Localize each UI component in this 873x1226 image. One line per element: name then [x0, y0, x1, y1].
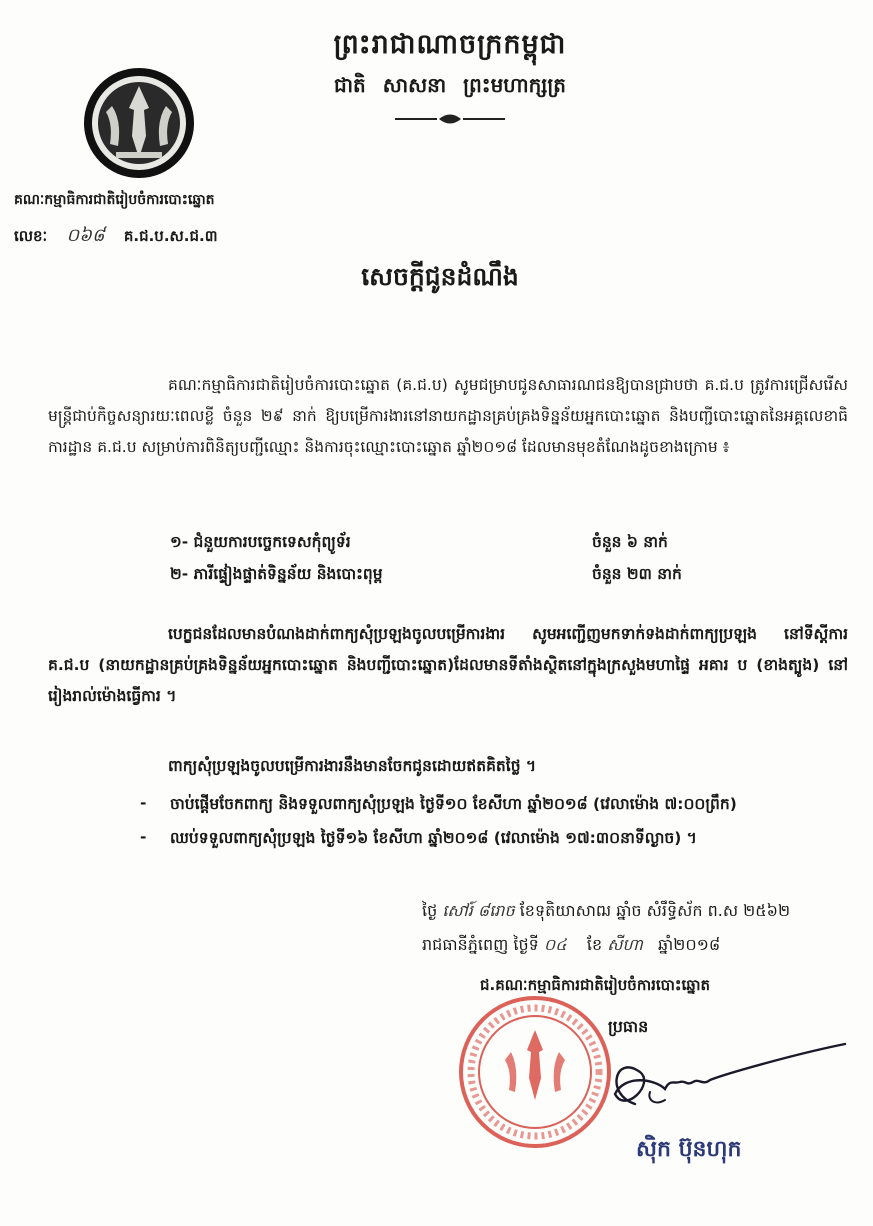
position-name: ១- ជំនួយការបច្ចេកទេសកុំព្យូទ័រ	[170, 533, 351, 551]
reference-label: លេខៈ	[14, 227, 48, 245]
official-seal-stamp	[455, 992, 615, 1152]
deadline-text: ចាប់ផ្តើមចែកពាក្យ និងទទួលពាក្យសុំប្រឡង ថ្ងៃទី១០ ខែសីហា ឆ្នាំ២០១៨ (វេលាម៉ោង ៧:០០ព្រឹក)	[170, 795, 737, 813]
solar-date: រាជធានីភ្នំពេញ ថ្ងៃទី ០៤ ខែ សីហា ឆ្នាំ២០១៨	[422, 935, 721, 954]
intro-paragraph: គណៈកម្មាធិការជាតិរៀបចំការបោះឆ្នោត (គ.ជ.ប) សូមជម្រាបជូនសាធារណជនឱ្យបានជ្រាបថា គ.ជ.ប ត្រូវការជ្រើសរើសមន្ត្រីជាប់កិច្ចសន្យារយៈពេលខ្លី ចំនួន ២៩ នាក់ ឱ្យបម្រើការងារនៅនាយកដ្ឋានគ្រប់គ្រងទិន្នន័យអ្នកបោះឆ្នោត និងបញ្ជីបោះឆ្នោតនៃអគ្គលេខាធិការដ្ឋាន គ.ជ.ប សម្រាប់ការពិនិត្យបញ្ជីឈ្មោះ និងការចុះឈ្មោះបោះឆ្នោត ឆ្នាំ២០១៨ ដែលមានមុខតំណែងដូចខាងក្រោម ៖	[48, 376, 848, 456]
list-item	[170, 532, 770, 564]
list-item	[140, 794, 860, 828]
signatory-organization: ជ.គណៈកម្មាធិការជាតិរៀបចំការបោះឆ្នោត	[480, 976, 711, 994]
reference-line	[14, 223, 334, 250]
bullet-dash: -	[140, 828, 147, 846]
bullet-dash: -	[140, 794, 147, 812]
issuing-organization: គណៈកម្មាធិការជាតិរៀបចំការបោះឆ្នោត	[14, 192, 215, 208]
handwritten-signature	[595, 1034, 855, 1124]
deadline-text: ឈប់ទទួលពាក្យសុំប្រឡង ថ្ងៃទី១៦ ខែសីហា ឆ្នាំ២០១៨ (វេលាម៉ោង ១៧:៣០នាទីល្ងាច) ។	[170, 829, 697, 847]
document-title: សេចក្តីជូនដំណឹង	[361, 262, 519, 291]
national-motto: ជាតិ សាសនា ព្រះមហាក្សត្រ	[334, 73, 566, 97]
lunar-date-handwritten: សៅរ៍ ៨រោច	[442, 901, 515, 920]
list-item	[140, 828, 860, 862]
solar-day: ០៤	[543, 935, 567, 954]
nec-emblem-icon	[82, 66, 196, 180]
deadlines-list	[140, 794, 860, 862]
reference-code: គ.ជ.ប.ស.ជ.៣	[123, 227, 218, 245]
positions-list	[170, 532, 770, 596]
position-count: ចំនួន ៦ នាក់	[592, 533, 668, 551]
lunar-date: ថ្ងៃ សៅរ៍ ៨រោច ខែទុតិយាសាឍ ឆ្នាំច សំរឹទ្ធិស័ក ព.ស ២៥៦២	[422, 901, 791, 920]
solar-month: សីហា	[607, 935, 643, 954]
kingdom-heading: ព្រះរាជាណាចក្រកម្ពុជា	[333, 29, 567, 60]
signatory-name: ស៊ិក ប៊ុនហុក	[636, 1137, 742, 1162]
list-item	[170, 564, 770, 596]
position-name: ២- ភារីផ្ទៀងផ្ទាត់ទិន្នន័យ និងបោះពុម្ព	[170, 565, 383, 583]
application-paragraph: បេក្ខជនដែលមានបំណងដាក់ពាក្យសុំប្រឡងចូលបម្រើការងារ សូមអញ្ជើញមកទាក់ទងដាក់ពាក្យប្រឡង នៅទីស្តីការ គ.ជ.ប (នាយកដ្ឋានគ្រប់គ្រងទិន្នន័យអ្នកបោះឆ្នោត និងបញ្ជីបោះឆ្នោត)ដែលមានទីតាំងស្ថិតនៅក្នុងក្រសួងមហាផ្ទៃ អគារ ប (ខាងត្បូង) នៅរៀងរាល់ម៉ោងធ្វើការ ។	[48, 625, 848, 705]
divider-ornament	[395, 112, 505, 126]
reference-number: ០៦៨	[66, 225, 105, 246]
signatory-title: ប្រធាន	[608, 1017, 649, 1036]
position-count: ចំនួន ២៣ នាក់	[592, 565, 682, 583]
free-forms-paragraph: ពាក្យសុំប្រឡងចូលបម្រើការងារនឹងមានចែកជូនដោយឥតគិតថ្លៃ ។	[168, 757, 537, 775]
